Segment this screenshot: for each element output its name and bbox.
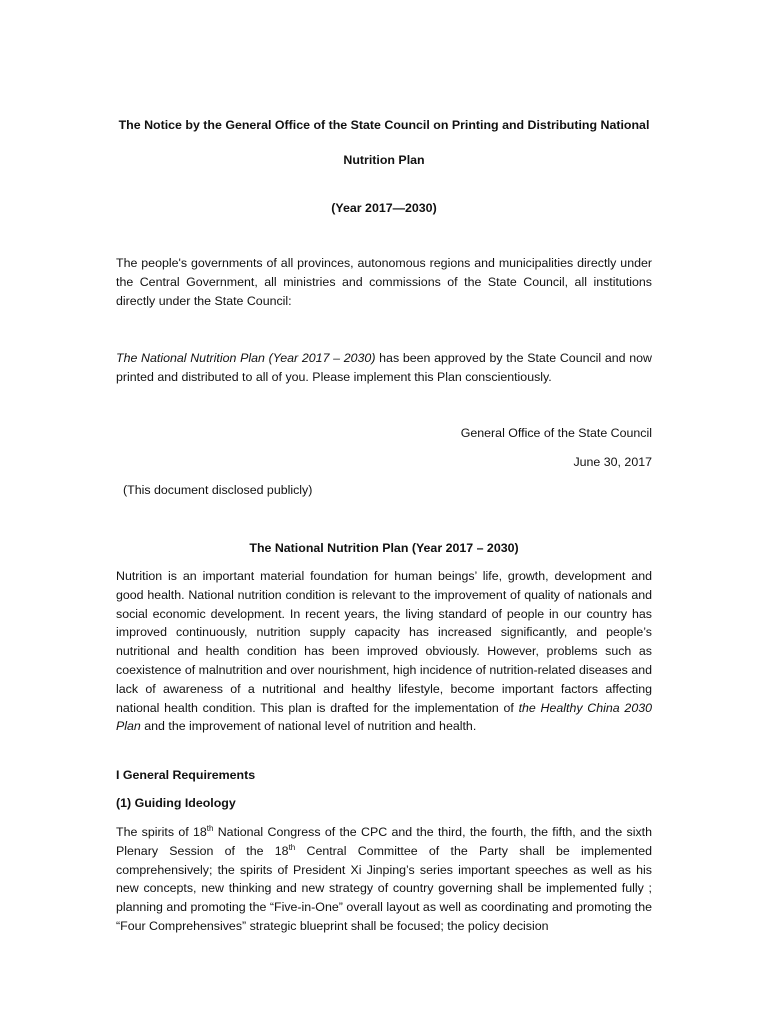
plan-intro-text-1: Nutrition is an important material foundation for human beings’ life, growth, development and good health. National nutrition condition is relevant to the improvement of quality of nationals and social economic development. In recent years, the living standard of people in our country has improved continuously, nutrition supply capacity has increased significantly, and people’s nutritional and health condition has been improved obviously. However, problems such as coexistence of malnutrition and over nourishment, high incidence of nutrition-related diseases and lack of awareness of a nutritional and healthy lifestyle, become important factors affecting national health condition. This plan is drafted for the implementation of (116, 569, 652, 715)
plan-intro-paragraph (116, 567, 652, 736)
notice-title-years: (Year 2017—2030) (331, 201, 437, 215)
salutation-paragraph: The people's governments of all provinces, autonomous regions and municipalities directly under the Central Government, all ministries and commissions of the State Council, all institutions directly under the State Council: (116, 256, 652, 308)
guiding-text-1: The spirits of 18 (116, 825, 207, 839)
subsection-heading-guiding-ideology: (1) Guiding Ideology (116, 796, 236, 810)
plan-intro-text-2: and the improvement of national level of nutrition and health. (140, 719, 477, 734)
approval-paragraph (116, 349, 652, 387)
plan-intro-italic: the Healthy China 2030 Plan (116, 700, 652, 734)
guiding-sup-1: th (206, 823, 214, 833)
disclosure-note: (This document disclosed publicly) (123, 483, 313, 497)
section-heading-general-requirements: I General Requirements (116, 768, 256, 782)
notice-title-line1: The Notice by the General Office of the State Council on Printing and Distributing National (118, 118, 650, 132)
notice-title-line2: Nutrition Plan (343, 153, 425, 167)
plan-title: The National Nutrition Plan (Year 2017 – 2030) (249, 541, 519, 555)
guiding-text-3: Central Committee of the Party shall be implemented comprehensively; the spirits of President Xi Jinping’s series important speeches as well as his new concepts, new thinking and new strategy of country governing shall be implemented fully ; planning and promoting the “Five-in-One” overall layout as well as coordinating and promoting the “Four Comprehensives” strategic blueprint shall be focused; the policy decision (116, 843, 652, 933)
approval-plan-title: The National Nutrition Plan (Year 2017 – 2030) (116, 351, 376, 365)
guiding-ideology-paragraph (116, 823, 652, 936)
guiding-sup-2: th (288, 842, 296, 852)
approval-text: has been approved by the State Council and now printed and distributed to all of you. Please implement this Plan conscientiously. (116, 351, 652, 384)
guiding-text-2: National Congress of the CPC and the third, the fourth, the fifth, and the sixth Plenary Session of the 18 (116, 825, 653, 858)
date-line: June 30, 2017 (573, 455, 652, 469)
issuer-line: General Office of the State Council (460, 426, 652, 440)
